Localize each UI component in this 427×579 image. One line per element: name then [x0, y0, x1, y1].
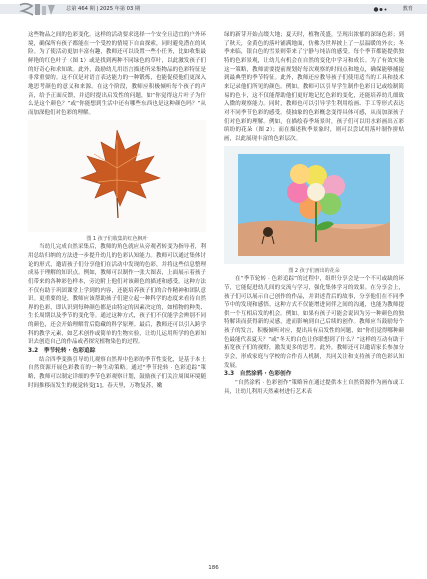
header-band: [0, 4, 427, 14]
maple-leaf-image: [28, 120, 206, 232]
paragraph: “自然涂鸦 · 色彩创作”策略旨在通过提供本土自然资源作为画布或工具，让幼儿利用天然素材进行艺术表: [224, 380, 404, 395]
paragraph: 结合四季变换引导幼儿观察自然界中色彩的季节性变化，是基于本土自然资源开展色彩教育的一种生动策略。通过“季节轮转 · 色彩追踪”策略，教师可以制定详细的季节色彩观察计划，鼓励孩子们关注周围环境随时间推移而发生的视觉转变[1]。春天里，万物复苏，嫩: [28, 356, 206, 389]
section-label: 教育: [402, 6, 413, 12]
page-number: 186: [208, 565, 219, 571]
left-column: [28, 31, 206, 390]
dots-icon: [373, 7, 389, 12]
journal-logo: [18, 1, 58, 19]
figure-1: [28, 120, 206, 232]
page-header: [0, 0, 427, 26]
paragraph: 当幼儿完成自然采集后，教师的角色就应从旁观者转变为指导者，利用总结归纳的方法进一步提升幼儿的色彩认知能力。教师可以通过集体讨论的形式，邀请孩子们分享他们在活动中发现的色彩，并将这些信息整理成易于理解的知识点。例如，教师可以制作一张大图表，上面展示着孩子们带来的各种彩色样本，旁边附上他们对该颜色的描述和感受。这种方法不仅有助于巩固课堂上学到的内容，还能培养孩子们的合作精神和团队意识。更重要的是，教师应该帮助孩子们建立起一种科学的态度来看待自然界的色彩，即认识到每种颜色都是由特定的因素决定的，如植物的种类、生长周期以及季节的变化等。通过这种方式，孩子们不仅能学会辨别不同的颜色，还会开始理解背后隐藏的科学原理。最后，教师还可以引入跨学科的教学元素，如艺术创作或简单的生物实验，让幼儿运用所学的色彩知识去创造自己的作品或者探究植物染色的过程。: [28, 244, 206, 346]
flower-painting-image: [224, 146, 404, 264]
figure-1-caption: 图 1 孩子们收集的红色枫叶: [86, 235, 148, 242]
paragraph: 在“季节轮转 · 色彩追踪”的过程中，组织分享会是一个不可或缺的环节，它能促进幼儿间的交流与学习，强化集体学习的效果。在分享会上，孩子们可以展示自己创作的作品，并讲述背后的故事，分享他们在不同季节中的发现和感悟。这种方式不仅能增进同伴之间的沟通，也能为教师提供一个互相启发的机会。例如，如果有孩子可能会说因为另一种颜色的独特解读而获得新的灵感，进而影响到自己后续的创作。教师应当鼓励每个孩子的发言，积极倾听对应，提出具有启发性的问题，如“你们觉得哪种颜色最能代表夏天？”或“冬天的白色让你联想到了什么？”这样的互动有助于拓宽孩子们的视野，激发更多的思考。此外，教师还可以邀请家长参加分享会，形成家庭与学校的合作育人机制，共同关注和支持孩子的色彩认知发展。: [224, 276, 404, 369]
paragraph: 绿的新芽开始点缀大地；夏天时，植物茂盛，呈现出浓郁的深绿色彩；到了秋天，金黄色的落叶铺满地面，仿佛为世界披上了一层温暖的外衣；冬季来临，银白色的雪景则带来了宁静与纯洁的感受。每个季节都能提供独特的色彩景观，让幼儿有机会在自然的变化中学习和成长。为了有效实施这一策略，教师需要提前规划好每次观察的时间点和地点，确保能够捕捉到最典型的季节特征。此外，教师还应教导孩子们使用适当的工具和技术来记录他们所见的颜色。例如，教师可以引导学生制作色彩日记或绘制简易的色卡，这不仅能帮助他们更好地记忆色彩的变化，还能培养幼儿细致入微的观察能力。同时，教师也可以引导学生利用绘画、手工等形式表达对不同季节色彩的感受。使抽象的色彩概念变得具体可感，从而加深孩子们对色彩的理解。例如，在描绘春季场景时，孩子们可以用水彩画出五彩缤纷的花朵（图 2）；而在描述秋季景象时，则可以尝试用落叶制作拼贴画，以此展现丰富的色彩层次。: [224, 32, 404, 142]
section-heading: 3.3 自然涂鸦 · 色彩创作: [224, 371, 292, 378]
paragraph: 这些物品之间的色彩变化。这样的活动要求选择一个安全且适宜的户外环境，确保所有孩子都能在一个受控的情境下自由探索，同时避免潜在的风险。为了使活动更加丰富有趣，教师还可以设置一些小任务，比如收集最鲜艳的红色叶子（图 1）或是找到两种不同绿色的草叶，以此激发孩子们的好奇心和求知欲。此外，鼓励幼儿用语言描述所采集物品的色彩特征是非常重要的。这不仅是对语言表达能力的一种锻炼，也能促使他们更深入地思考颜色的意义和来源。在这个阶段，教师应积极倾听每个孩子的声音，给予正面反馈，并适时提出启发性的问题，如“你觉得这片叶子为什么是这个颜色？”或“你能想到生活中还有哪些东西也是这种颜色吗？”从而加深他们对色彩的理解。: [28, 32, 206, 116]
section-heading: 3.2 季节轮转 · 色彩追踪: [28, 348, 96, 355]
figure-2: [224, 146, 404, 264]
issue-label: 总第 464 期 | 2025 年第 03 期: [66, 6, 141, 12]
figure-2-caption: 图 2 孩子们画出的花朵: [288, 267, 340, 274]
right-column: [224, 31, 404, 396]
